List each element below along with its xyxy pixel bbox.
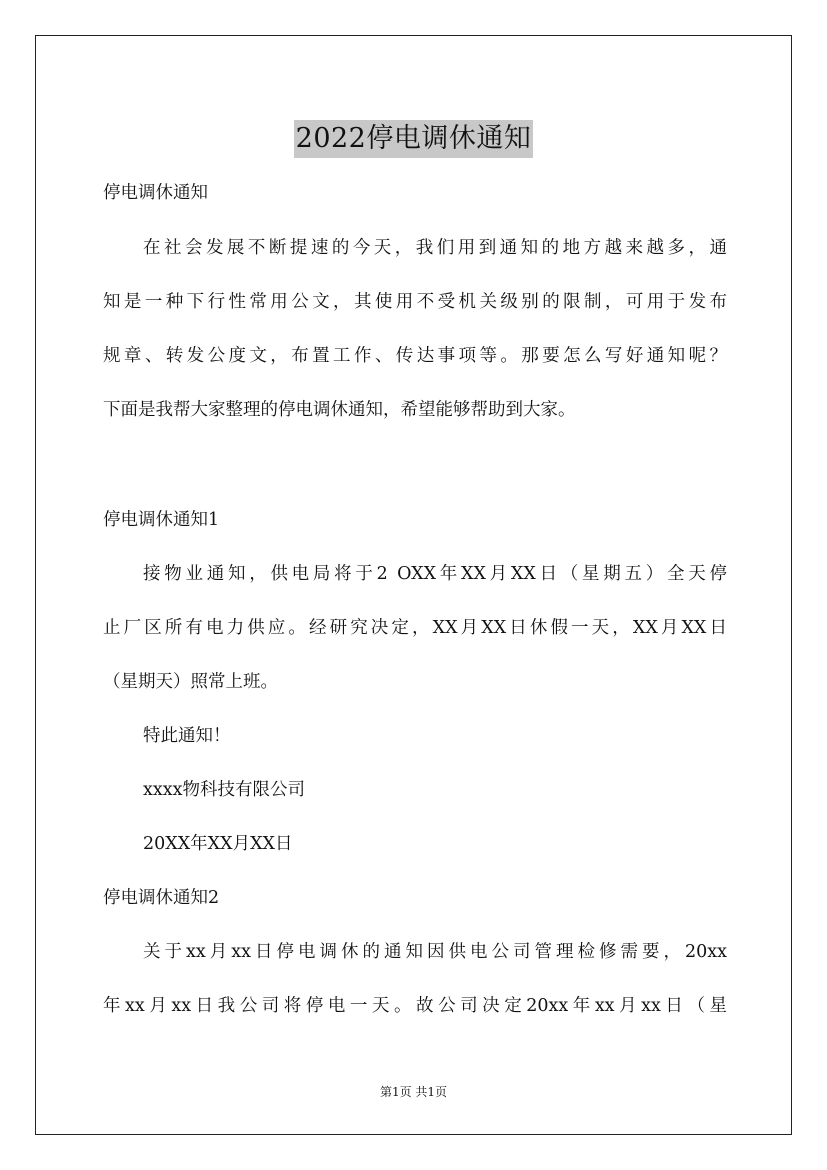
intro-line-3: 规章、转发公度文，布置工作、传达事项等。那要怎么写好通知呢？ (103, 346, 727, 366)
section-heading: 停电调休通知 (103, 183, 208, 203)
title-container (0, 102, 827, 176)
notice1-line-3: （星期天）照常上班。 (103, 672, 278, 692)
intro-line-1: 在社会发展不断提速的今天，我们用到通知的地方越来越多，通 (143, 238, 727, 258)
notice1-company: xxxx物科技有限公司 (143, 780, 305, 800)
notice2-line-2: 年xx月xx日我公司将停电一天。故公司决定20xx年xx月xx日（星 (103, 996, 727, 1016)
page-footer: 第1页 共1页 (379, 1085, 448, 1099)
notice2-heading: 停电调休通知2 (103, 888, 220, 908)
document-title: 2022停电调休通知 (294, 120, 534, 158)
notice1-line-2: 止厂区所有电力供应。经研究决定，XX月XX日休假一天，XX月XX日 (103, 618, 727, 638)
notice1-closing: 特此通知！ (143, 726, 231, 746)
notice2-line-1: 关于xx月xx日停电调休的通知因供电公司管理检修需要，20xx (143, 942, 727, 962)
intro-line-4: 下面是我帮大家整理的停电调休通知，希望能够帮助到大家。 (103, 400, 576, 420)
notice1-heading: 停电调休通知1 (103, 510, 220, 530)
notice1-line-1: 接物业通知，供电局将于2 OXX年XX月XX日（星期五）全天停 (143, 564, 727, 584)
notice1-date: 20XX年XX月XX日 (143, 834, 293, 854)
intro-line-2: 知是一种下行性常用公文，其使用不受机关级别的限制，可用于发布 (103, 292, 727, 312)
